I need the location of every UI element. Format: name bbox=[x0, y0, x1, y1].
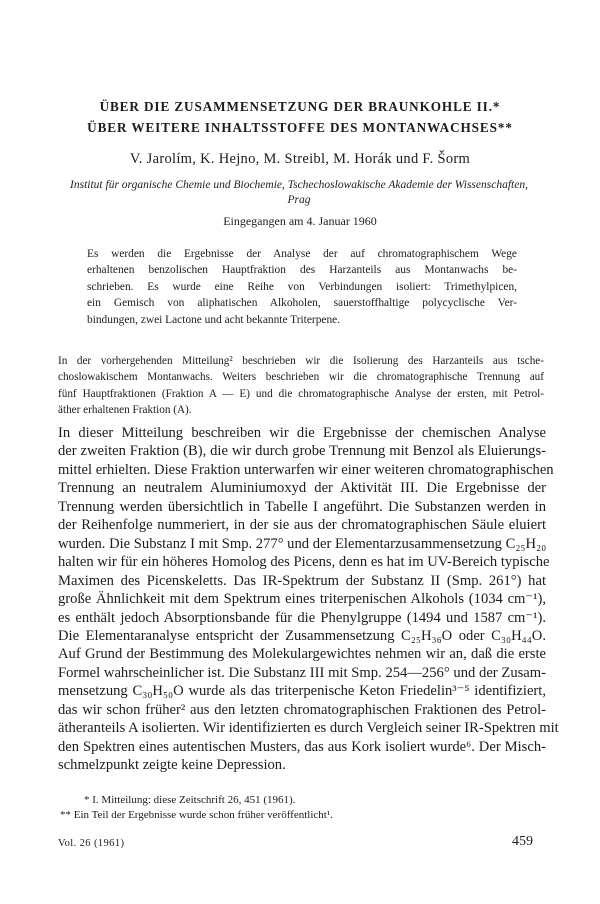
abstract-line: bindungen, zwei Lactone und acht bekannte Triterpene. bbox=[87, 313, 341, 326]
body-line: In dieser Mitteilung beschreiben wir die Ergebnisse der chemischen Analyse bbox=[58, 425, 546, 441]
intro-line: fünf Hauptfraktionen (Fraktion A — E) und die chromatographische Analyse der ersten, mit Petrol- bbox=[58, 387, 544, 400]
body-line: ätheranteils A isolierten. Wir identifizierten es durch Vergleich seiner IR-Spektren mit bbox=[58, 720, 559, 737]
body-line: den Spektren eines autentischen Musters, das aus Kork isoliert wurde⁶. Der Misch- bbox=[58, 738, 546, 755]
intro-line: äther erhaltenen Fraktion (A). bbox=[58, 404, 192, 417]
body-line: wurden. Die Substanz I mit Smp. 277° und der Elementarzusammensetzung C₂₅H₂₀ bbox=[58, 535, 547, 552]
page-number: 459 bbox=[512, 834, 533, 849]
body-line: mensetzung C₃₀H₅₀O wurde als das triterpenische Keton Friedelin³⁻⁵ identifiziert, bbox=[58, 683, 546, 700]
body-line: der zweiten Fraktion (B), die wir durch grobe Trennung mit Benzol als Eluierungs- bbox=[58, 443, 546, 460]
intro-paragraph bbox=[58, 353, 544, 419]
body-line: Maximen des Picenskeletts. Das IR-Spektrum der Substanz II (Smp. 261°) hat bbox=[58, 572, 546, 589]
abstract-line: schrieben. Es wurde eine Reihe von Verbindungen isoliert: Trimethylpicen, bbox=[87, 280, 517, 293]
footnote-1: * I. Mitteilung: diese Zeitschrift 26, 451 (1961). bbox=[84, 794, 296, 806]
authors: V. Jarolím, K. Hejno, M. Streibl, M. Horák und F. Šorm bbox=[129, 151, 471, 167]
volume-info: Vol. 26 (1961) bbox=[58, 838, 125, 849]
abstract bbox=[87, 246, 517, 328]
intro-line: In der vorhergehenden Mitteilung² beschrieben wir die Isolierung des Harzanteils aus tsche- bbox=[58, 355, 544, 367]
received-date: Eingegangen am 4. Januar 1960 bbox=[223, 214, 377, 228]
body-line: schmelzpunkt zeigte keine Depression. bbox=[58, 757, 286, 774]
body-line: der Reihenfolge nummeriert, in der sie aus der chromatographischen Säule eluiert bbox=[58, 517, 546, 534]
body-line: halten wir für ein höheres Homolog des Picens, denn es hat im UV-Bereich typische bbox=[58, 554, 550, 571]
institution-line-2: Prag bbox=[287, 194, 311, 206]
body-line: Trennung werden übersichtlich in Tabelle I angeführt. Die Substanzen werden in bbox=[58, 498, 546, 515]
body-line: mittel erhielten. Diese Fraktion unterwarfen wir einer weiteren chromatographischen bbox=[58, 461, 554, 478]
body-line: Formel wahrscheinlicher ist. Die Substanz III mit Smp. 254—256° und der Zusam- bbox=[58, 664, 546, 681]
institution bbox=[34, 178, 564, 208]
body-line: Die Elementaranalyse entspricht der Zusammensetzung C₂₅H₃₆O oder C₃₀H₄₄O. bbox=[58, 627, 546, 644]
title-line-1: ÜBER DIE ZUSAMMENSETZUNG DER BRAUNKOHLE II.* bbox=[99, 99, 501, 114]
institution-line-1: Institut für organische Chemie und Biochemie, Tschechoslowakische Akademie der Wissenschaften, bbox=[70, 179, 528, 191]
footnote-2: ** Ein Teil der Ergebnisse wurde schon früher veröffentlicht¹. bbox=[60, 809, 333, 821]
body-line: es enthält jedoch Absorptionsbande für die Phenylgruppe (1494 und 1587 cm⁻¹). bbox=[58, 609, 546, 626]
title-line-2: ÜBER WEITERE INHALTSSTOFFE DES MONTANWACHSES** bbox=[87, 120, 513, 135]
body-line: das wir schon früher² aus den letzten chromatographischen Fraktionen des Petrol- bbox=[58, 701, 546, 718]
body-paragraph bbox=[58, 424, 559, 775]
abstract-line: Es werden die Ergebnisse der Analyse der auf chromatographischem Wege bbox=[87, 248, 517, 260]
body-line: Trennung an neutralem Aluminiumoxyd der Aktivität III. Die Ergebnisse der bbox=[58, 480, 546, 497]
body-line: Auf Grund der Bestimmung des Molekulargewichtes nehmen wir an, daß die erste bbox=[58, 646, 546, 663]
abstract-line: ein Gemisch von aliphatischen Alkoholen, sauerstoffhaltige polycyclische Ver- bbox=[87, 297, 517, 310]
body-line: große Ähnlichkeit mit dem Spektrum eines triterpenischen Alkohols (1034 cm⁻¹), bbox=[58, 591, 546, 608]
abstract-line: erhaltenen benzolischen Hauptfraktion des Harzanteils aus Montanwachs be- bbox=[87, 264, 517, 277]
intro-line: choslowakischem Montanwachs. Weiters beschrieben wir die chromatographische Trennung auf bbox=[58, 371, 544, 384]
